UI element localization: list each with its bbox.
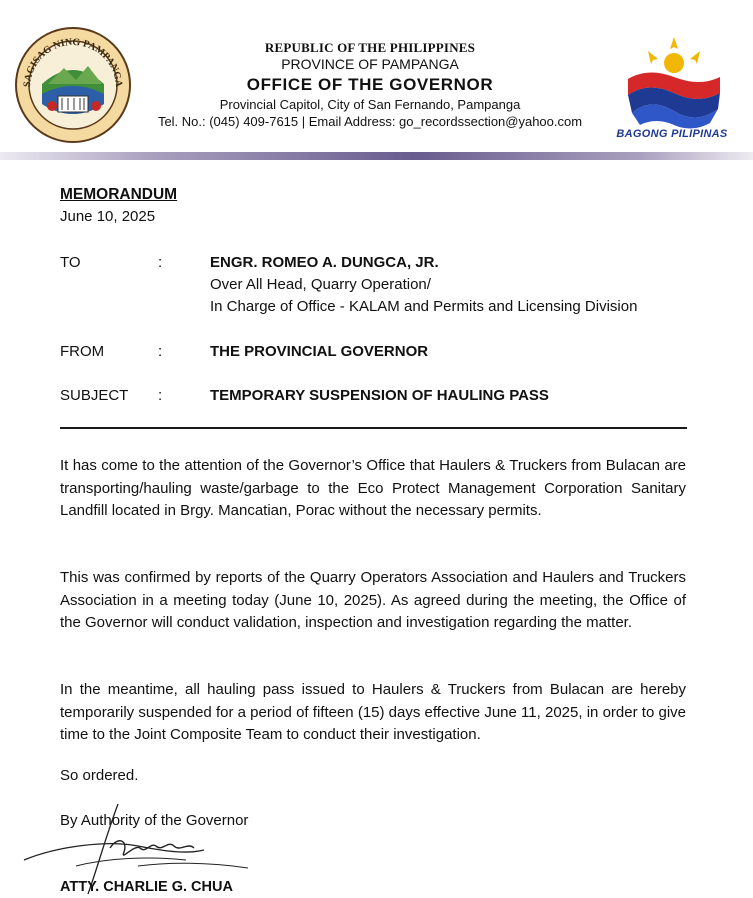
office-contact: Tel. No.: (045) 409-7615 | Email Address: go_recordssection@yahoo.com [157,114,583,129]
subject-colon: : [158,387,163,404]
body-paragraph-2: This was confirmed by reports of the Quarry Operators Association and Haulers and Truckers Association in a meeting today (June 10, 2025). As agreed during the meeting, the Office of the Governor will conduct validation, inspection and investigation regarding the matter. [60,569,686,631]
authority-line: By Authority of the Governor [60,812,249,829]
to-position-line-1: Over All Head, Quarry Operation/ [210,276,431,293]
pampanga-seal-logo [14,26,132,144]
to-name: ENGR. ROMEO A. DUNGCA, JR. [210,254,439,271]
republic-heading: REPUBLIC OF THE PHILIPPINES [264,40,476,55]
office-heading: OFFICE OF THE GOVERNOR [246,75,494,94]
subject-divider [60,427,687,429]
from-label: FROM [60,343,105,360]
from-colon: : [158,343,163,360]
bagong-pilipinas-logo [618,24,730,142]
subject-label: SUBJECT [60,387,129,404]
to-label: TO [60,254,81,271]
to-colon: : [158,254,163,271]
bagong-pilipinas-label: BAGONG PILIPINAS [616,128,728,140]
body-paragraph-3: In the meantime, all hauling pass issued to Haulers & Truckers from Bulacan are hereby temporarily suspended for a period of fifteen (15) days effective June 11, 2025, in order to give time to the Joint Composite Team to conduct their investigation. [60,681,686,743]
subject-value: TEMPORARY SUSPENSION OF HAULING PASS [210,387,549,404]
office-address: Provincial Capitol, City of San Fernando, Pampanga [219,97,521,112]
to-position-line-2: In Charge of Office - KALAM and Permits and Licensing Division [210,298,638,315]
seal-text: SAGISAG NING PAMPANGA [21,36,125,88]
memo-title: MEMORANDUM [60,186,178,203]
from-value: THE PROVINCIAL GOVERNOR [210,343,429,360]
header-divider [0,152,753,160]
signatory-name: ATTY. CHARLIE G. CHUA [60,879,233,895]
province-heading: PROVINCE OF PAMPANGA [281,56,459,72]
memo-date: June 10, 2025 [60,208,156,225]
body-paragraph-1: It has come to the attention of the Governor’s Office that Haulers & Truckers from Bulacan are transporting/hauling waste/garbage to the Eco Protect Management Corporation Sanitary Landfill located in Brgy. Mancatian, Porac without the necessary permits. [60,457,686,519]
closing-text: So ordered. [60,767,139,784]
